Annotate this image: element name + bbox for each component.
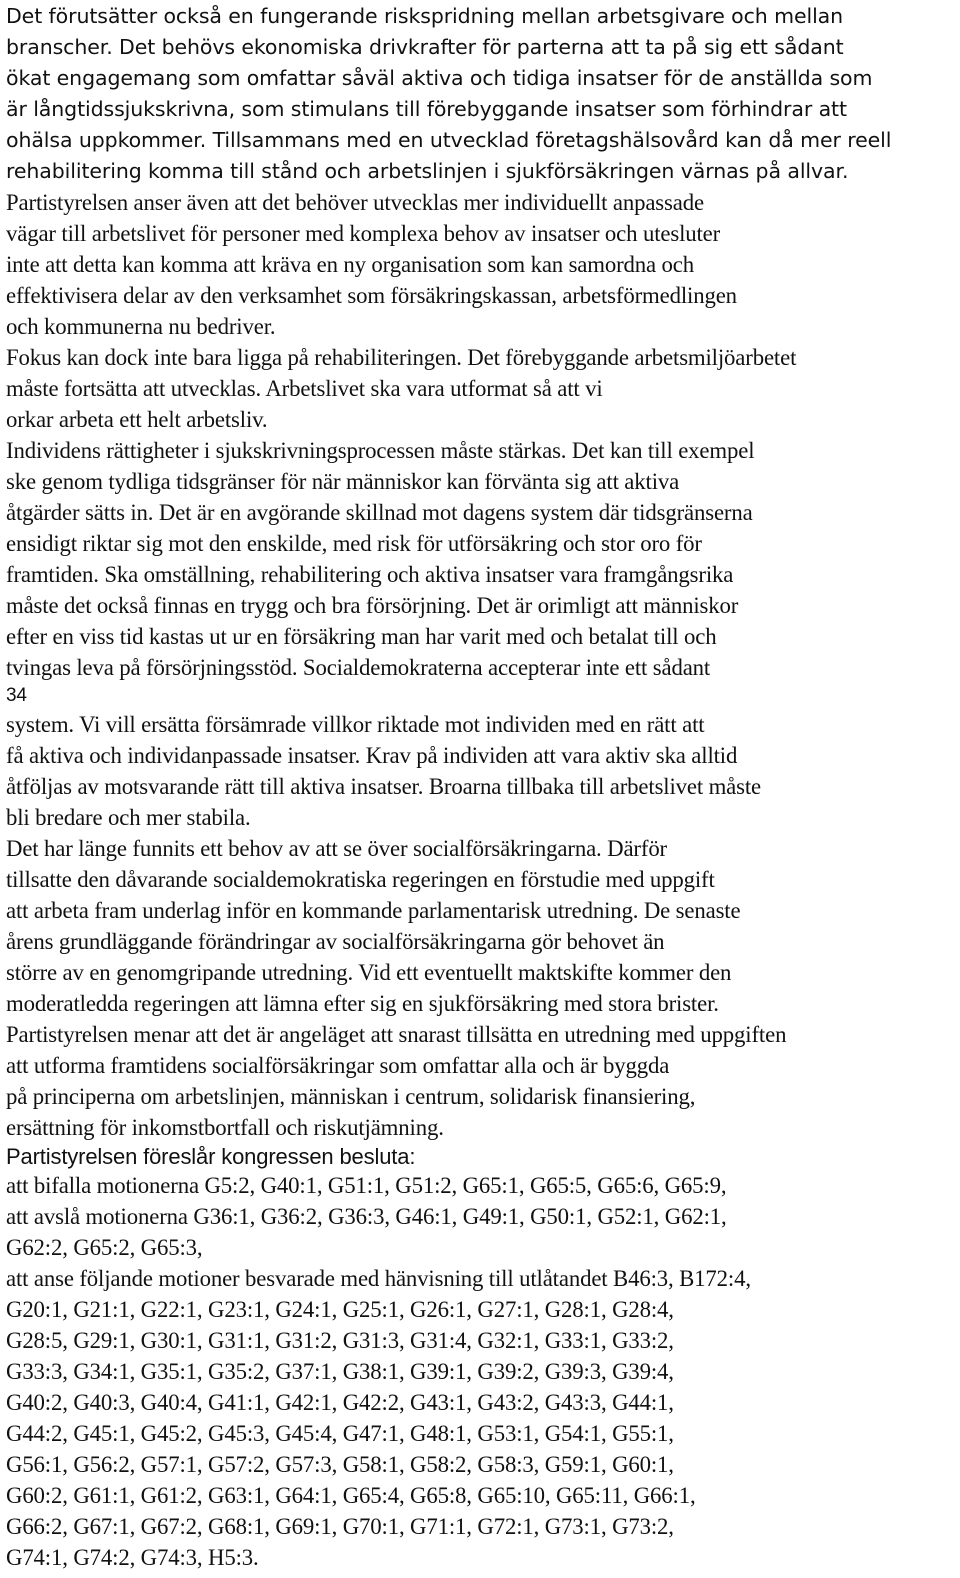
text-line: måste det också finnas en trygg och bra försörjning. Det är orimligt att människor: [6, 593, 739, 618]
text-line: ersättning för inkomstbortfall och riskutjämning.: [6, 1115, 444, 1140]
text-line: G44:2, G45:1, G45:2, G45:3, G45:4, G47:1, G48:1, G53:1, G54:1, G55:1,: [6, 1421, 674, 1446]
text-line: att utforma framtidens socialförsäkringar som omfattar alla och är byggda: [6, 1053, 670, 1078]
text-line: åtföljas av motsvarande rätt till aktiva insatser. Broarna tillbaka till arbetslivet måste: [6, 774, 762, 799]
text-line: åtgärder sätts in. Det är en avgörande skillnad mot dagens system där tidsgränserna: [6, 500, 753, 525]
text-line: tillsatte den dåvarande socialdemokratiska regeringen en förstudie med uppgift: [6, 867, 715, 892]
text-line: G60:2, G61:1, G61:2, G63:1, G64:1, G65:4, G65:8, G65:10, G65:11, G66:1,: [6, 1483, 696, 1508]
text-line: bli bredare och mer stabila.: [6, 805, 251, 830]
text-line: G74:1, G74:2, G74:3, H5:3.: [6, 1545, 259, 1570]
text-line: att arbeta fram underlag inför en kommande parlamentarisk utredning. De senaste: [6, 898, 741, 923]
text-line: G56:1, G56:2, G57:1, G57:2, G57:3, G58:1, G58:2, G58:3, G59:1, G60:1,: [6, 1452, 674, 1477]
proposal-heading: Partistyrelsen föreslår kongressen besluta:: [6, 1144, 416, 1169]
text-line: större av en genomgripande utredning. Vid ett eventuellt maktskifte kommer den: [6, 960, 732, 985]
page-number: 34: [6, 685, 27, 706]
text-line: Det har länge funnits ett behov av att se över socialförsäkringarna. Därför: [6, 836, 668, 861]
text-line: att bifalla motionerna G5:2, G40:1, G51:1, G51:2, G65:1, G65:5, G65:6, G65:9,: [6, 1173, 727, 1198]
text-line: G28:5, G29:1, G30:1, G31:1, G31:2, G31:3, G31:4, G32:1, G33:1, G33:2,: [6, 1328, 674, 1353]
text-line: ohälsa uppkommer. Tillsammans med en utvecklad företagshälsovård kan då mer reell: [6, 128, 892, 152]
text-line: ökat engagemang som omfattar såväl aktiva och tidiga insatser för de anställda som: [6, 66, 873, 90]
text-line: är långtidssjukskrivna, som stimulans till förebyggande insatser som förhindrar att: [6, 97, 847, 121]
text-line: branscher. Det behövs ekonomiska drivkrafter för parterna att ta på sig ett sådant: [6, 35, 844, 59]
text-line: efter en viss tid kastas ut ur en försäkring man har varit med och betalat till och: [6, 624, 717, 649]
text-line: ske genom tydliga tidsgränser för när människor kan förvänta sig att aktiva: [6, 469, 680, 494]
text-line: rehabilitering komma till stånd och arbetslinjen i sjukförsäkringen värnas på allvar.: [6, 159, 849, 183]
text-line: och kommunerna nu bedriver.: [6, 314, 276, 339]
text-line: på principerna om arbetslinjen, människan i centrum, solidarisk finansiering,: [6, 1084, 696, 1109]
text-line: tvingas leva på försörjningsstöd. Socialdemokraterna accepterar inte ett sådant: [6, 655, 711, 680]
text-line: framtiden. Ska omställning, rehabilitering och aktiva insatser vara framgångsrika: [6, 562, 734, 587]
text-line: moderatledda regeringen att lämna efter sig en sjukförsäkring med stora brister.: [6, 991, 719, 1016]
text-line: att avslå motionerna G36:1, G36:2, G36:3, G46:1, G49:1, G50:1, G52:1, G62:1,: [6, 1204, 727, 1229]
text-line: G33:3, G34:1, G35:1, G35:2, G37:1, G38:1, G39:1, G39:2, G39:3, G39:4,: [6, 1359, 674, 1384]
text-line: Partistyrelsen anser även att det behöver utvecklas mer individuellt anpassade: [6, 190, 704, 215]
text-line: G20:1, G21:1, G22:1, G23:1, G24:1, G25:1, G26:1, G27:1, G28:1, G28:4,: [6, 1297, 674, 1322]
text-line: Partistyrelsen menar att det är angeläget att snarast tillsätta en utredning med uppgiften: [6, 1022, 787, 1047]
text-line: årens grundläggande förändringar av socialförsäkringarna gör behovet än: [6, 929, 665, 954]
text-line: ensidigt riktar sig mot den enskilde, med risk för utförsäkring och stor oro för: [6, 531, 702, 556]
text-line: effektivisera delar av den verksamhet som försäkringskassan, arbetsförmedlingen: [6, 283, 737, 308]
text-line: få aktiva och individanpassade insatser. Krav på individen att vara aktiv ska alltid: [6, 743, 738, 768]
text-line: orkar arbeta ett helt arbetsliv.: [6, 407, 268, 432]
text-line: system. Vi vill ersätta försämrade villkor riktade mot individen med en rätt att: [6, 712, 705, 737]
text-line: G62:2, G65:2, G65:3,: [6, 1235, 203, 1260]
text-line: att anse följande motioner besvarade med hänvisning till utlåtandet B46:3, B172:4,: [6, 1266, 751, 1291]
text-line: måste fortsätta att utvecklas. Arbetslivet ska vara utformat så att vi: [6, 376, 603, 401]
text-line: Fokus kan dock inte bara ligga på rehabiliteringen. Det förebyggande arbetsmiljöarbetet: [6, 345, 797, 370]
text-line: Det förutsätter också en fungerande riskspridning mellan arbetsgivare och mellan: [6, 4, 844, 28]
text-line: inte att detta kan komma att kräva en ny organisation som kan samordna och: [6, 252, 695, 277]
text-line: G40:2, G40:3, G40:4, G41:1, G42:1, G42:2, G43:1, G43:2, G43:3, G44:1,: [6, 1390, 674, 1415]
text-line: vägar till arbetslivet för personer med komplexa behov av insatser och utesluter: [6, 221, 721, 246]
text-line: G66:2, G67:1, G67:2, G68:1, G69:1, G70:1, G71:1, G72:1, G73:1, G73:2,: [6, 1514, 674, 1539]
text-line: Individens rättigheter i sjukskrivningsprocessen måste stärkas. Det kan till exempel: [6, 438, 755, 463]
